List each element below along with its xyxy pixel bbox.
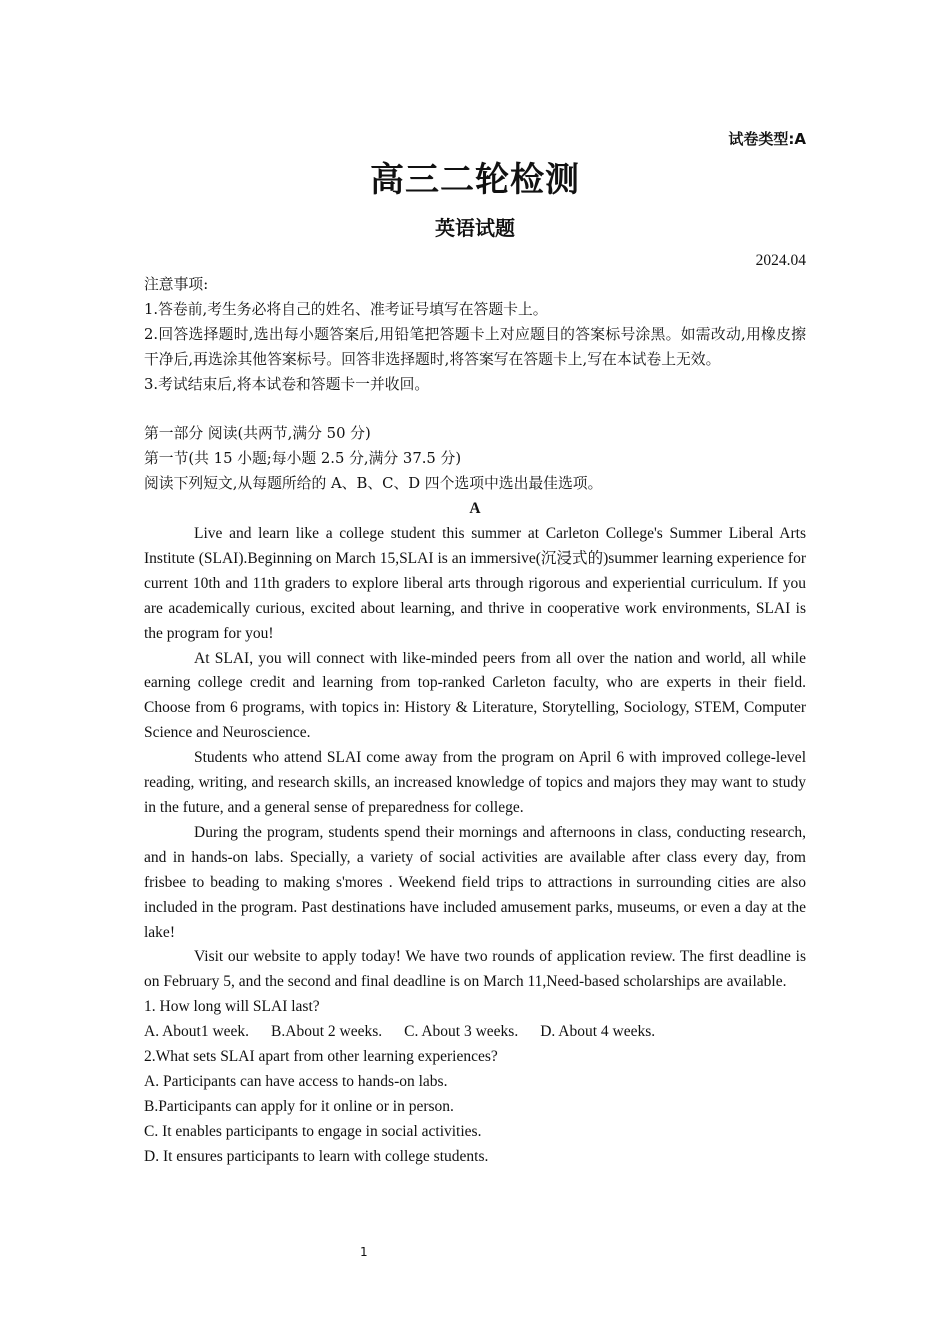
section-sub-heading: 第一节(共 15 小题;每小题 2.5 分,满分 37.5 分) bbox=[144, 450, 462, 468]
section-part-heading: 第一部分 阅读(共两节,满分 50 分) bbox=[144, 425, 371, 443]
passage-paragraph: Visit our website to apply today! We have two rounds of application review. The first deadline is on February 5, and the second and final deadline is on March 11,Need-based scholarships are available. bbox=[144, 948, 806, 991]
notes-item-3: 3.考试结束后,将本试卷和答题卡一并收回。 bbox=[144, 375, 430, 393]
notes-item-2: 2.回答选择题时,选出每小题答案后,用铅笔把答题卡上对应题目的答案标号涂黑。如需改动,用橡皮擦干净后,再选涂其他答案标号。回答非选择题时,将答案写在答题卡上,写在本试卷上无效。 bbox=[144, 325, 806, 368]
passage-paragraph: At SLAI, you will connect with like-minded peers from all over the nation and world, all while earning college credit and learning from top-ranked Carleton faculty, who are experts in their field. Choose from 6 programs, with topics in: History & Literature, Storytelling, Sociology, STEM, Computer Science and Neuroscience. bbox=[144, 649, 806, 742]
passage-paragraph: Students who attend SLAI come away from the program on April 6 with improved college-level reading, writing, and research skills, an increased knowledge of topics and majors they may want to study in the future, and a general sense of preparedness for college. bbox=[144, 749, 806, 817]
passage-paragraph: Live and learn like a college student this summer at Carleton College's Summer Liberal Arts Institute (SLAI).Beginning on March 15,SLAI is an immersive(沉浸式的)summer learning experience for current 10th and 11th graders to explore liberal arts through rigorous and experiential curriculum. If you are academically curious, excited about learning, and thrive in cooperative work environments, SLAI is the program for you! bbox=[144, 525, 806, 642]
question-2-option-b: B.Participants can apply for it online or in person. bbox=[144, 1097, 454, 1115]
page-subtitle: 英语试题 bbox=[435, 216, 515, 240]
passage-paragraph: During the program, students spend their mornings and afternoons in class, conducting research, and in hands-on labs. Specially, a variety of social activities are available after class every day, from frisbee to beading to making s'mores . Weekend field trips to attractions in surrounding cities are also included in the program. Past destinations have included amusement parks, museums, or even a day at the lake! bbox=[144, 823, 806, 941]
document-body bbox=[144, 273, 806, 1170]
question-2-option-d: D. It ensures participants to learn with college students. bbox=[144, 1147, 489, 1165]
question-2-option-c: C. It enables participants to engage in social activities. bbox=[144, 1122, 482, 1140]
question-1-options bbox=[144, 1020, 806, 1045]
question-1-option-a: A. About1 week. bbox=[144, 1023, 250, 1041]
question-1-option-b: B.About 2 weeks. bbox=[271, 1023, 383, 1041]
question-1-option-c: C. About 3 weeks. bbox=[404, 1023, 519, 1041]
spacer bbox=[144, 398, 806, 423]
section-instruction: 阅读下列短文,从每题所给的 A、B、C、D 四个选项中选出最佳选项。 bbox=[144, 475, 603, 493]
page-title: 高三二轮检测 bbox=[370, 160, 580, 200]
exam-type-label: 试卷类型:A bbox=[728, 130, 806, 148]
question-1-stem: 1. How long will SLAI last? bbox=[144, 998, 320, 1016]
question-2-option-a: A. Participants can have access to hands-on labs. bbox=[144, 1072, 448, 1090]
notes-item-1: 1.答卷前,考生务必将自己的姓名、准考证号填写在答题卡上。 bbox=[144, 300, 548, 318]
exam-date: 2024.04 bbox=[755, 252, 806, 269]
question-2-stem: 2.What sets SLAI apart from other learning experiences? bbox=[144, 1048, 498, 1066]
notes-heading: 注意事项: bbox=[144, 276, 209, 293]
question-1-option-d: D. About 4 weeks. bbox=[540, 1023, 656, 1041]
page-number: 1 bbox=[360, 1245, 368, 1259]
passage-label: A bbox=[469, 500, 481, 518]
